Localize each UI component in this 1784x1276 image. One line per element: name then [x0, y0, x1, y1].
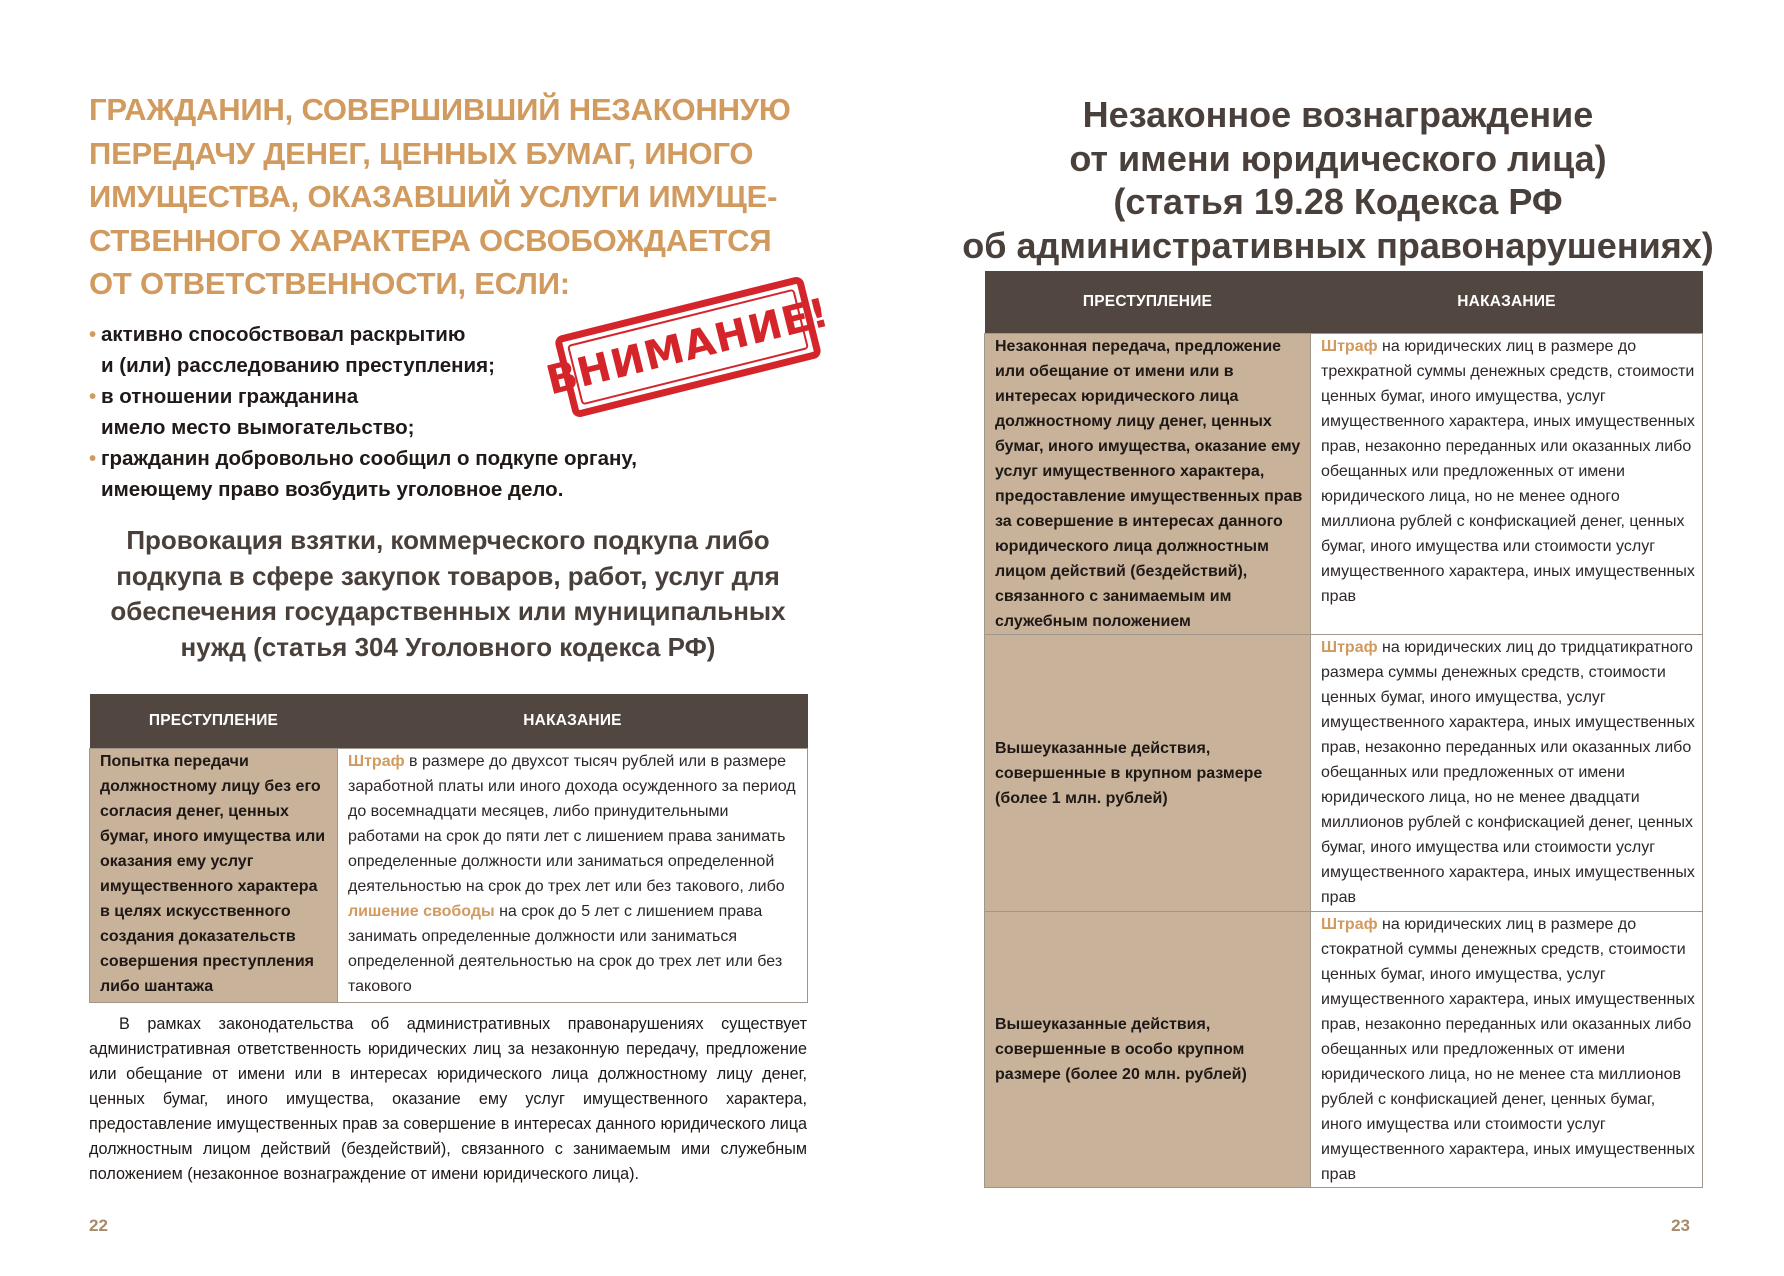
penalty-accent: Штраф: [1321, 916, 1378, 933]
crime-cell: Вышеуказанные действия, совершенные в особо крупном размере (более 20 млн. рублей): [985, 912, 1311, 1188]
penalty-cell: [338, 749, 808, 1003]
table-row: [985, 635, 1703, 912]
header-crime: ПРЕСТУПЛЕНИЕ: [985, 271, 1311, 334]
condition-line: и (или) расследованию преступления;: [101, 354, 495, 377]
crime-cell: Вышеуказанные действия, совершенные в крупном размере (более 1 млн. рублей): [985, 635, 1311, 912]
crime-cell: Незаконная передача, предложение или обещание от имени или в интересах юридического лица должностному лицу денег, ценных бумаг, иного имущества, оказание ему услуг имущественного характера, предоставление имущественных прав за совершение в интересах данного юридического лица должностным лицом действий (бездействий), связанного с занимаемым им служебным положением: [985, 334, 1311, 635]
illegal-reward-title: [892, 93, 1784, 267]
page-number: 22: [89, 1216, 108, 1235]
table-header-row: [985, 271, 1703, 334]
crime-cell: Попытка передачи должностному лицу без его согласия денег, ценных бумаг, иного имущества или оказания ему услуг имущественного характера в целях искусственного создания доказательств совершения преступления либо шантажа: [90, 749, 338, 1003]
title-line: обеспечения государственных или муниципальных: [110, 596, 786, 626]
heading-line: ОТ ОТВЕТСТВЕННОСТИ, ЕСЛИ:: [89, 266, 570, 301]
provocation-table: [89, 694, 808, 1003]
list-item: [89, 381, 689, 443]
penalty-text: на юридических лиц до тридцатикратного размера суммы денежных средств, стоимости ценных бумаг, иного имущества, услуг имущественного характера, иных имущественных прав, незаконно переданных или оказанных либо обещанных или предложенных от имени юридического лица, но не менее двадцати миллионов рублей с конфискацией денег, ценных бумаг, иного имущества или стоимости услуг имущественного характера, иных имущественных прав: [1321, 639, 1695, 906]
table-row: [90, 749, 808, 1003]
penalty-cell: [1311, 334, 1703, 635]
title-line: Незаконное вознаграждение: [1082, 94, 1594, 135]
heading-line: ГРАЖДАНИН, СОВЕРШИВШИЙ НЕЗАКОННУЮ: [89, 92, 791, 127]
exemption-heading: [89, 88, 789, 306]
header-penalty: НАКАЗАНИЕ: [338, 694, 808, 749]
penalty-text: на юридических лиц в размере до трехкратной суммы денежных средств, стоимости ценных бумаг, иного имущества, услуг имущественного характера, иных имущественных прав, незаконно переданных или оказанных либо обещанных или предложенных от имени юридического лица, но не менее одного миллиона рублей с конфискацией денег, ценных бумаг, иного имущества или стоимости услуг имущественного характера, иных имущественных прав: [1321, 338, 1695, 605]
header-penalty: НАКАЗАНИЕ: [1311, 271, 1703, 334]
penalty-cell: [1311, 912, 1703, 1188]
penalty-text: на юридических лиц в размере до стократной суммы денежных средств, стоимости ценных бумаг, иного имущества, услуг имущественного характера, иных имущественных прав, незаконно переданных или оказанных либо обещанных или предложенных от имени юридического лица, но не менее ста миллионов рублей с конфискацией денег, ценных бумаг, иного имущества или стоимости услуг имущественного характера, иных имущественных прав: [1321, 916, 1695, 1183]
title-line: нужд (статья 304 Уголовного кодекса РФ): [180, 631, 716, 662]
admin-liability-paragraph: В рамках законодательства об административных правонарушениях существует административная ответственность юридических лиц за незаконную передачу, предложение или обещание от имени или в интересах юридического лица должностному лицу денег, ценных бумаг, иного имущества, оказание ему услуг имущественного характера, предоставление имущественных прав за совершение в интересах данного юридического лица должностным лицом действий (бездействий), связанного с занимаемым ими служебным положением (незаконное вознаграждение от имени юридического лица).: [89, 1015, 807, 1183]
table-header-row: [90, 694, 808, 749]
list-item: [89, 319, 689, 381]
stamp-text: ВНИМАНИЕ!: [541, 289, 835, 405]
penalty-text: в размере до двухсот тысяч рублей или в размере заработной платы или иного дохода осужденного за период до восемнадцати месяцев, либо принудительными работами на срок до пяти лет с лишением права занимать определенные должности или заниматься определенной деятельностью на срок до трех лет или без такового, либо: [348, 753, 796, 895]
penalty-accent: Штраф: [348, 753, 405, 770]
penalty-accent: Штраф: [1321, 639, 1378, 656]
condition-line: имеющему право возбудить уголовное дело.: [101, 478, 564, 501]
penalty-text: на срок до 5 лет с лишением права занимать определенные должности или заниматься определенной деятельностью на срок до трех лет или без такового: [348, 903, 783, 995]
right-page: [892, 0, 1784, 1276]
header-crime: ПРЕСТУПЛЕНИЕ: [90, 694, 338, 749]
table-row: [985, 334, 1703, 635]
provocation-section-title: [89, 523, 807, 665]
page-number: 23: [1671, 1216, 1690, 1235]
condition-line: активно способствовал раскрытию: [101, 323, 466, 346]
penalty-accent: лишение свободы: [348, 903, 495, 920]
title-line: об административных правонарушениях): [962, 224, 1714, 266]
title-line: от имени юридического лица): [1069, 137, 1607, 179]
condition-line: имело место вымогательство;: [101, 416, 415, 439]
heading-line: ПЕРЕДАЧУ ДЕНЕГ, ЦЕННЫХ БУМАГ, ИНОГО: [89, 135, 754, 171]
exemption-conditions-list: [89, 319, 689, 505]
penalty-accent: Штраф: [1321, 338, 1378, 355]
condition-line: в отношении гражданина: [101, 385, 359, 408]
list-item: [89, 443, 689, 505]
penalty-cell: [1311, 635, 1703, 912]
title-line: подкупа в сфере закупок товаров, работ, услуг для: [116, 560, 780, 591]
heading-line: ИМУЩЕСТВА, ОКАЗАВШИЙ УСЛУГИ ИМУЩЕ-: [89, 179, 778, 214]
illegal-reward-table: [984, 271, 1703, 1188]
table-row: [985, 912, 1703, 1188]
title-line: Провокация взятки, коммерческого подкупа либо: [126, 525, 770, 555]
heading-line: СТВЕННОГО ХАРАКТЕРА ОСВОБОЖДАЕТСЯ: [89, 222, 772, 258]
title-line: (статья 19.28 Кодекса РФ: [1113, 181, 1563, 222]
condition-line: гражданин добровольно сообщил о подкупе органу,: [101, 447, 637, 470]
